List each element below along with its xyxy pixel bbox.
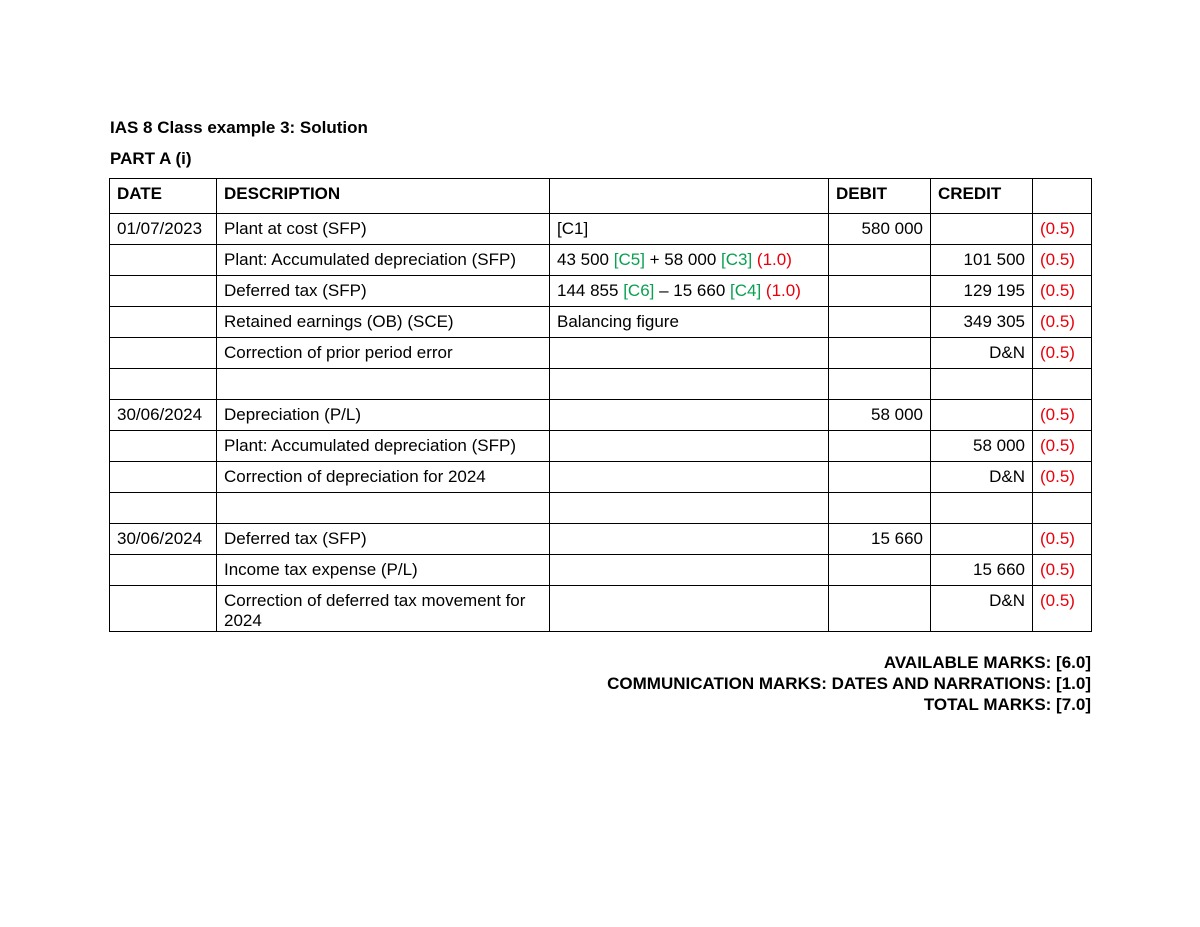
cell-date: 30/06/2024 bbox=[110, 400, 217, 431]
cell-description bbox=[217, 493, 550, 524]
cell-description: Correction of prior period error bbox=[217, 338, 550, 369]
cell-mark: (0.5) bbox=[1033, 431, 1092, 462]
cell-date bbox=[110, 555, 217, 586]
communication-marks: COMMUNICATION MARKS: DATES AND NARRATIONS: [1.0] bbox=[607, 674, 1091, 693]
cell-credit: 129 195 bbox=[931, 276, 1033, 307]
cell-workings bbox=[550, 214, 829, 245]
working-text: 43 500 bbox=[557, 250, 614, 269]
cell-debit: 580 000 bbox=[829, 214, 931, 245]
table-row bbox=[110, 369, 1092, 400]
section-heading: PART A (i) bbox=[110, 149, 192, 168]
header-description: DESCRIPTION bbox=[217, 179, 550, 214]
cell-date: 30/06/2024 bbox=[110, 524, 217, 555]
reference-label: [C4] bbox=[730, 281, 762, 300]
cell-date: 01/07/2023 bbox=[110, 214, 217, 245]
cell-mark bbox=[1033, 493, 1092, 524]
cell-workings bbox=[550, 400, 829, 431]
cell-date bbox=[110, 586, 217, 632]
journal-body bbox=[110, 214, 1092, 632]
available-marks: AVAILABLE MARKS: [6.0] bbox=[883, 653, 1091, 672]
cell-description: Deferred tax (SFP) bbox=[217, 524, 550, 555]
table-row bbox=[110, 555, 1092, 586]
cell-credit: D&N bbox=[931, 462, 1033, 493]
cell-date bbox=[110, 493, 217, 524]
reference-label: [C5] bbox=[613, 250, 645, 269]
cell-date bbox=[110, 338, 217, 369]
cell-credit: 101 500 bbox=[931, 245, 1033, 276]
table-row bbox=[110, 586, 1092, 632]
cell-mark: (0.5) bbox=[1033, 307, 1092, 338]
cell-date bbox=[110, 431, 217, 462]
cell-mark bbox=[1033, 369, 1092, 400]
cell-date bbox=[110, 245, 217, 276]
cell-debit: 58 000 bbox=[829, 400, 931, 431]
cell-mark: (0.5) bbox=[1033, 338, 1092, 369]
cell-description: Correction of deferred tax movement for 2024 bbox=[217, 586, 550, 632]
cell-mark: (0.5) bbox=[1033, 245, 1092, 276]
working-text: 144 855 bbox=[557, 281, 624, 300]
cell-description bbox=[217, 369, 550, 400]
working-text: Balancing figure bbox=[557, 312, 679, 331]
cell-description: Income tax expense (P/L) bbox=[217, 555, 550, 586]
cell-workings bbox=[550, 462, 829, 493]
table-row bbox=[110, 338, 1092, 369]
cell-date bbox=[110, 462, 217, 493]
header-mark bbox=[1033, 179, 1092, 214]
table-row bbox=[110, 462, 1092, 493]
journal-table bbox=[109, 178, 1092, 632]
cell-debit bbox=[829, 493, 931, 524]
cell-mark: (0.5) bbox=[1033, 400, 1092, 431]
cell-debit bbox=[829, 245, 931, 276]
cell-date bbox=[110, 307, 217, 338]
cell-credit: 58 000 bbox=[931, 431, 1033, 462]
table-row bbox=[110, 307, 1092, 338]
cell-workings bbox=[550, 586, 829, 632]
cell-debit bbox=[829, 586, 931, 632]
cell-mark: (0.5) bbox=[1033, 276, 1092, 307]
cell-description: Retained earnings (OB) (SCE) bbox=[217, 307, 550, 338]
table-row bbox=[110, 493, 1092, 524]
cell-debit bbox=[829, 276, 931, 307]
cell-debit bbox=[829, 431, 931, 462]
cell-description: Plant at cost (SFP) bbox=[217, 214, 550, 245]
table-row bbox=[110, 245, 1092, 276]
cell-credit bbox=[931, 493, 1033, 524]
page-title: IAS 8 Class example 3: Solution bbox=[110, 118, 368, 137]
cell-mark: (0.5) bbox=[1033, 555, 1092, 586]
cell-workings bbox=[550, 431, 829, 462]
cell-credit: 15 660 bbox=[931, 555, 1033, 586]
cell-workings bbox=[550, 524, 829, 555]
marks-summary bbox=[607, 652, 1091, 715]
table-header-row bbox=[110, 179, 1092, 214]
cell-description: Deferred tax (SFP) bbox=[217, 276, 550, 307]
cell-credit bbox=[931, 524, 1033, 555]
cell-mark: (0.5) bbox=[1033, 214, 1092, 245]
cell-credit: D&N bbox=[931, 338, 1033, 369]
cell-workings bbox=[550, 493, 829, 524]
cell-mark: (0.5) bbox=[1033, 524, 1092, 555]
cell-mark: (0.5) bbox=[1033, 586, 1092, 632]
cell-workings bbox=[550, 338, 829, 369]
cell-date bbox=[110, 369, 217, 400]
cell-credit: D&N bbox=[931, 586, 1033, 632]
header-credit: CREDIT bbox=[931, 179, 1033, 214]
table-row bbox=[110, 524, 1092, 555]
mark-label: (1.0) bbox=[761, 281, 801, 300]
table-row bbox=[110, 431, 1092, 462]
cell-debit bbox=[829, 307, 931, 338]
cell-workings bbox=[550, 245, 829, 276]
cell-credit bbox=[931, 369, 1033, 400]
header-date: DATE bbox=[110, 179, 217, 214]
table-row bbox=[110, 214, 1092, 245]
working-text: [C1] bbox=[557, 219, 589, 238]
cell-description: Plant: Accumulated depreciation (SFP) bbox=[217, 431, 550, 462]
cell-date bbox=[110, 276, 217, 307]
working-text: – 15 660 bbox=[654, 281, 730, 300]
cell-workings bbox=[550, 307, 829, 338]
reference-label: [C6] bbox=[623, 281, 655, 300]
cell-description: Depreciation (P/L) bbox=[217, 400, 550, 431]
cell-description: Correction of depreciation for 2024 bbox=[217, 462, 550, 493]
cell-debit bbox=[829, 338, 931, 369]
cell-debit: 15 660 bbox=[829, 524, 931, 555]
total-marks: TOTAL MARKS: [7.0] bbox=[923, 695, 1091, 714]
cell-workings bbox=[550, 555, 829, 586]
cell-credit bbox=[931, 214, 1033, 245]
cell-workings bbox=[550, 276, 829, 307]
working-text: + 58 000 bbox=[644, 250, 722, 269]
cell-credit bbox=[931, 400, 1033, 431]
table-row bbox=[110, 276, 1092, 307]
cell-debit bbox=[829, 462, 931, 493]
header-debit: DEBIT bbox=[829, 179, 931, 214]
reference-label: [C3] bbox=[721, 250, 753, 269]
table-row bbox=[110, 400, 1092, 431]
cell-description: Plant: Accumulated depreciation (SFP) bbox=[217, 245, 550, 276]
cell-debit bbox=[829, 555, 931, 586]
cell-credit: 349 305 bbox=[931, 307, 1033, 338]
cell-mark: (0.5) bbox=[1033, 462, 1092, 493]
cell-workings bbox=[550, 369, 829, 400]
cell-debit bbox=[829, 369, 931, 400]
header-workings bbox=[550, 179, 829, 214]
mark-label: (1.0) bbox=[752, 250, 792, 269]
